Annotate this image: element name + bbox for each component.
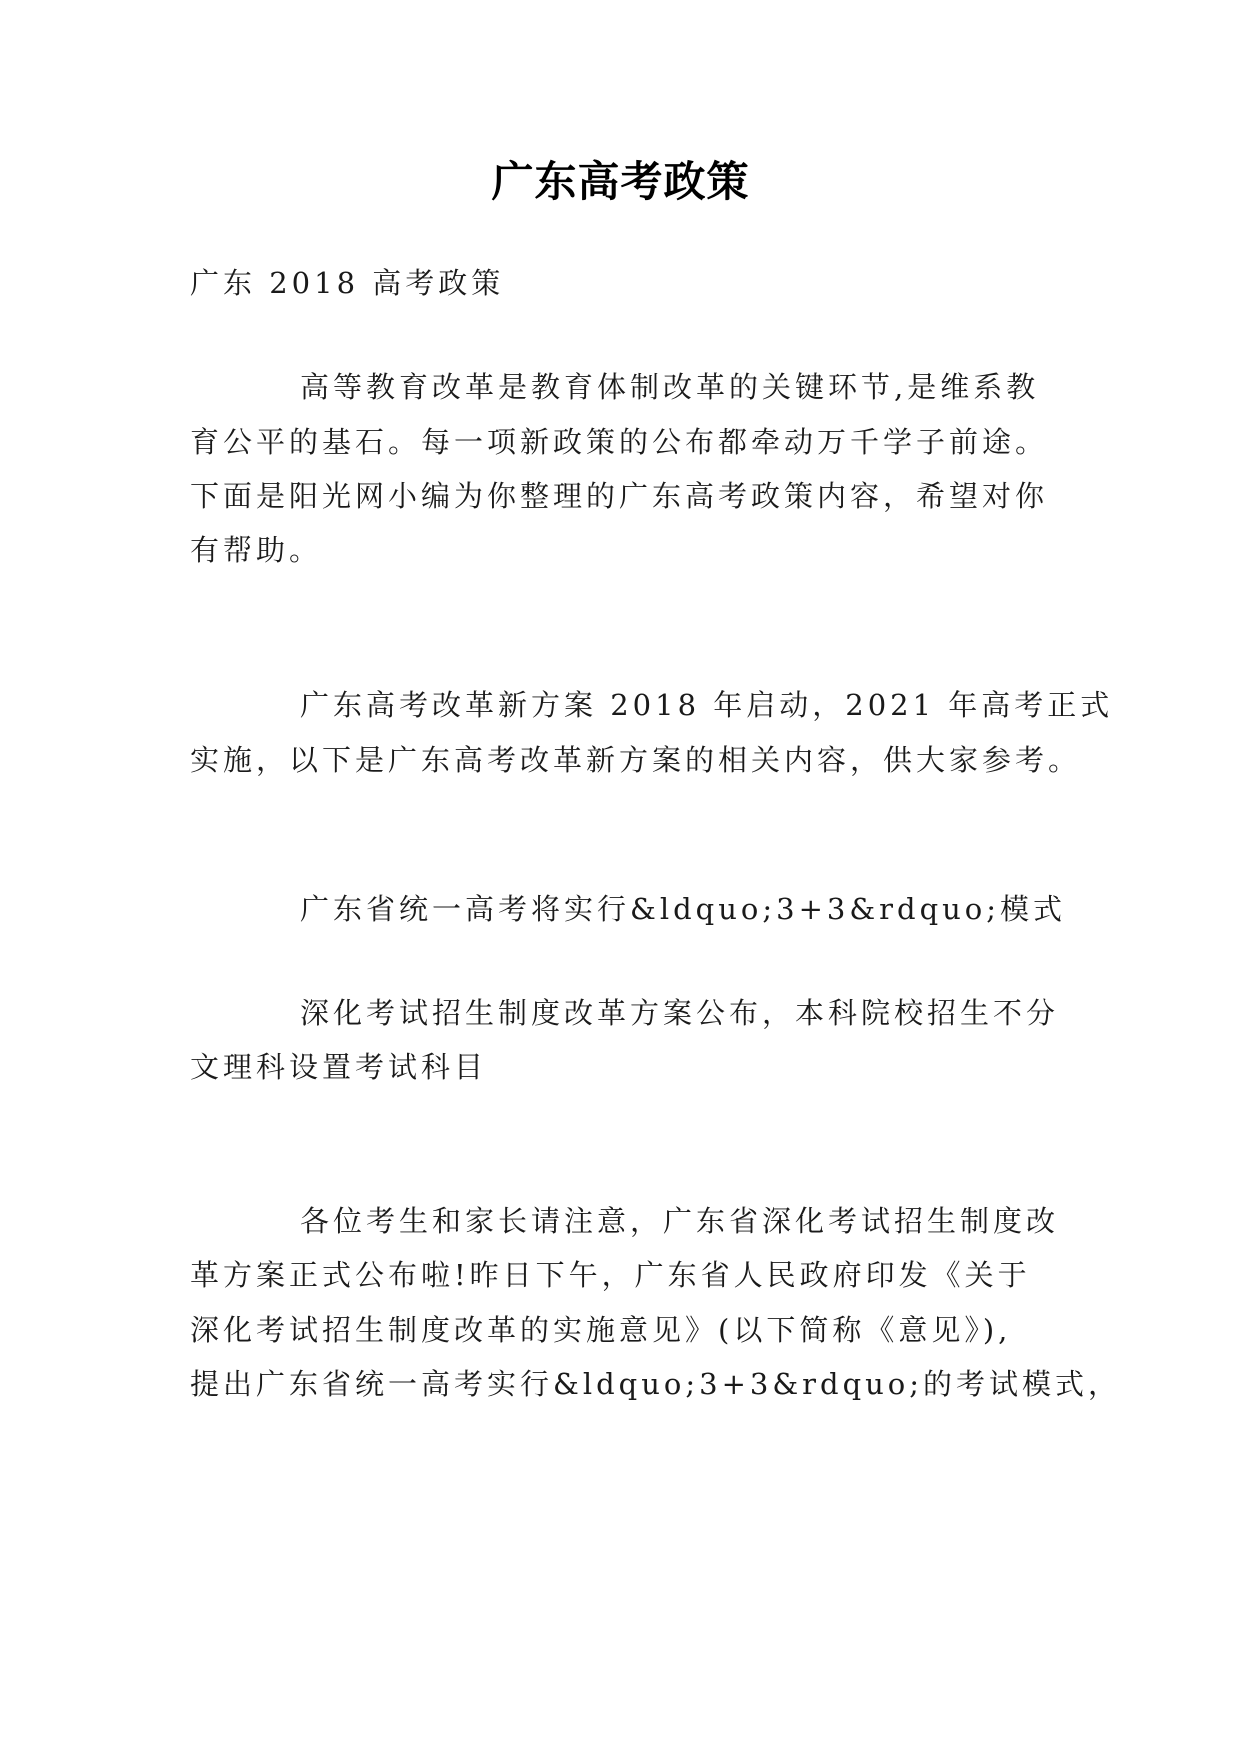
paragraph-5-line-1: 各位考生和家长请注意，广东省深化考试招生制度改 (300, 1204, 1060, 1238)
paragraph-1-line-4: 有帮助。 (190, 533, 323, 567)
document-title: 广东高考政策 (491, 157, 750, 206)
paragraph-5-line-2: 革方案正式公布啦!昨日下午，广东省人民政府印发《关于 (190, 1258, 1031, 1292)
paragraph-5-line-3: 深化考试招生制度改革的实施意见》(以下简称《意见》), (190, 1313, 1012, 1347)
paragraph-1-line-1: 高等教育改革是教育体制改革的关键环节,是维系教 (300, 370, 1040, 404)
paragraph-3-line-1: 广东省统一高考将实行&ldquo;3+3&rdquo;模式 (300, 892, 1067, 926)
paragraph-2-line-2: 实施，以下是广东高考改革新方案的相关内容，供大家参考。 (190, 743, 1082, 777)
paragraph-2-line-1: 广东高考改革新方案 2018 年启动，2021 年高考正式 (300, 688, 1114, 722)
paragraph-4-line-2: 文理科设置考试科目 (190, 1050, 488, 1084)
paragraph-1-line-3: 下面是阳光网小编为你整理的广东高考政策内容，希望对你 (190, 479, 1049, 513)
paragraph-4-line-1: 深化考试招生制度改革方案公布，本科院校招生不分 (300, 996, 1060, 1030)
document-subtitle: 广东 2018 高考政策 (190, 266, 505, 300)
paragraph-1-line-2: 育公平的基石。每一项新政策的公布都牵动万千学子前途。 (190, 425, 1049, 459)
paragraph-5-line-4: 提出广东省统一高考实行&ldquo;3+3&rdquo;的考试模式， (190, 1367, 1122, 1401)
